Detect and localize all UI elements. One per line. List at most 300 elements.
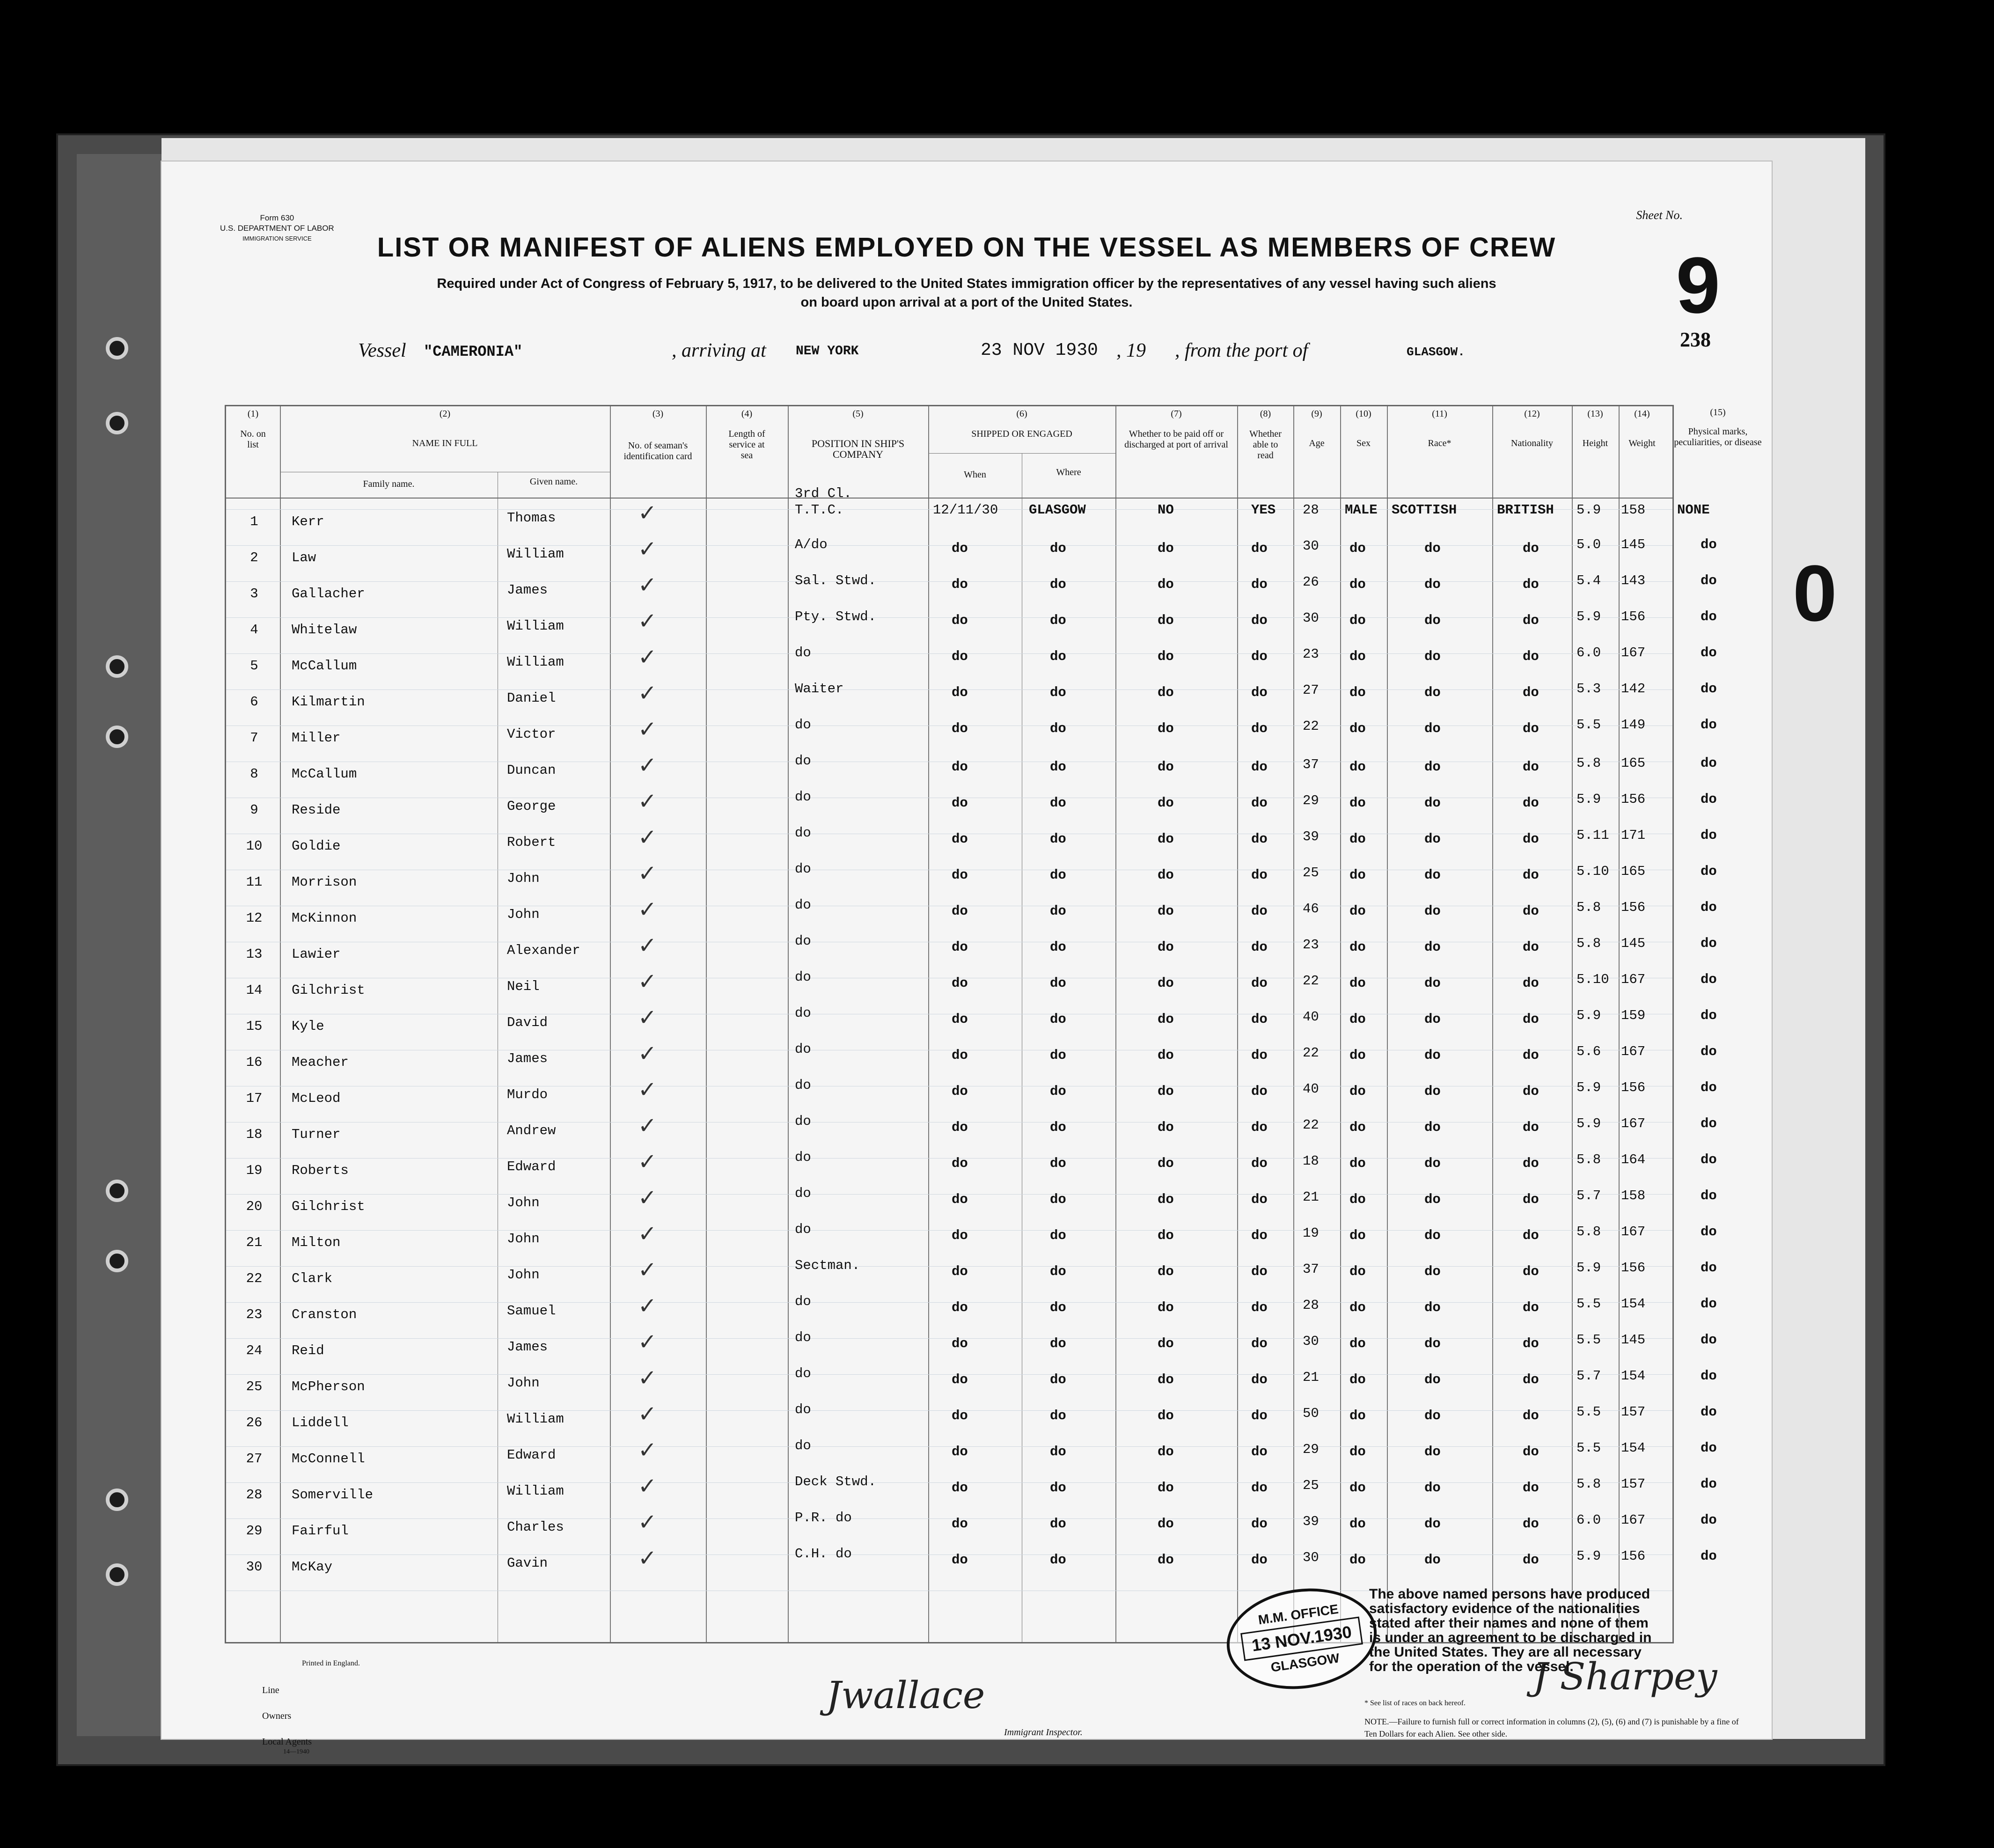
shipped-where: do [1050,1444,1066,1459]
shipped-when: do [952,975,968,991]
sex: do [1349,975,1366,991]
age: 40 [1303,1009,1319,1025]
shipped-where: do [1050,1228,1066,1243]
paid-off: do [1158,903,1174,919]
check-mark-icon: ✓ [638,788,657,814]
col-8-number: (8) [1260,409,1271,419]
physical-marks: do [1701,1368,1717,1384]
race: do [1424,1552,1441,1568]
check-mark-icon: ✓ [638,1077,657,1103]
nationality: do [1523,1156,1539,1171]
paid-off: do [1158,939,1174,955]
paid-off: do [1158,1408,1174,1423]
shipped-when: do [952,1264,968,1279]
col-2-number: (2) [439,409,451,419]
paid-off: do [1158,1228,1174,1243]
shipped-when: do [952,867,968,883]
age: 21 [1303,1370,1319,1385]
shipped-when: do [952,1516,968,1532]
certification-line: stated after their names and none of them [1369,1615,1649,1631]
given-name: Gavin [507,1555,548,1571]
col-11-number: (11) [1432,409,1447,419]
able-to-read: do [1251,1444,1268,1459]
family-name: McCallum [292,658,357,674]
stamp-top-text: M.M. OFFICE [1257,1601,1340,1628]
able-to-read: do [1251,721,1268,736]
physical-marks: do [1701,1152,1717,1167]
row-number: 8 [250,766,258,782]
position: do [795,1041,811,1057]
shipped-when: do [952,1444,968,1459]
weight: 149 [1621,717,1646,733]
able-to-read: do [1251,1336,1268,1351]
check-mark-icon: ✓ [638,932,657,959]
sex: MALE [1345,502,1378,518]
shipped-when: do [952,1192,968,1207]
position: do [795,1222,811,1237]
nationality: do [1523,1264,1539,1279]
physical-marks: do [1701,537,1717,552]
age: 39 [1303,1514,1319,1529]
position: do [795,717,811,733]
shipped-when: do [952,1120,968,1135]
paid-off: do [1158,1444,1174,1459]
physical-marks: do [1701,645,1717,660]
shipped-when: do [952,721,968,736]
row-number: 5 [250,658,258,674]
race: do [1424,649,1441,664]
race: do [1424,1084,1441,1099]
shipped-where: do [1050,613,1066,628]
weight: 164 [1621,1152,1646,1167]
page-number: 238 [1680,328,1711,351]
physical-marks: do [1701,755,1717,771]
sex: do [1349,1012,1366,1027]
sex: do [1349,541,1366,556]
position: Sectman. [795,1258,860,1273]
physical-marks: do [1701,936,1717,951]
paid-off: NO [1158,502,1174,518]
able-to-read: do [1251,1228,1268,1243]
weight: 142 [1621,681,1646,697]
age: 46 [1303,901,1319,917]
sex: do [1349,903,1366,919]
col-13-number: (13) [1587,409,1603,419]
position: do [795,1294,811,1309]
sex: do [1349,1480,1366,1496]
able-to-read: do [1251,867,1268,883]
master-signature: J Sharpey [1533,1655,1717,1698]
able-to-read: do [1251,1012,1268,1027]
paid-off: do [1158,1084,1174,1099]
family-name: Gilchrist [292,983,365,998]
sex: do [1349,577,1366,592]
weight: 159 [1621,1008,1646,1023]
shipped-when: do [952,577,968,592]
age: 30 [1303,1334,1319,1349]
nationality: do [1523,1228,1539,1243]
position: Deck Stwd. [795,1474,877,1489]
departure-port: GLASGOW. [1407,345,1465,359]
weight: 165 [1621,864,1646,879]
height: 5.3 [1576,681,1601,697]
height: 5.0 [1576,537,1601,552]
shipped-when: do [952,541,968,556]
subtitle-line-2: on board upon arrival at a port of the United States. [800,295,1133,310]
position: do [795,645,811,660]
age: 21 [1303,1189,1319,1205]
shipped-when: do [952,1408,968,1423]
nationality: do [1523,1336,1539,1351]
height: 5.9 [1576,792,1601,807]
vessel-label: Vessel [358,340,406,361]
shipped-when: do [952,1336,968,1351]
race: do [1424,541,1441,556]
age: 29 [1303,1442,1319,1457]
arrival-port: NEW YORK [796,344,859,359]
paid-off: do [1158,1012,1174,1027]
sex: do [1349,1228,1366,1243]
given-name: Andrew [507,1123,556,1138]
height: 5.7 [1576,1188,1601,1203]
able-to-read: do [1251,1120,1268,1135]
col-9-number: (9) [1311,409,1322,419]
height: 5.9 [1576,1116,1601,1131]
nationality: do [1523,1300,1539,1315]
position: do [795,861,811,877]
height: 5.8 [1576,1152,1601,1167]
physical-marks: do [1701,609,1717,624]
row-number: 24 [246,1343,263,1358]
race: do [1424,1192,1441,1207]
position: do [795,933,811,949]
inspector-signature: Jwallace [826,1673,985,1717]
nationality: do [1523,1444,1539,1459]
able-to-read: do [1251,1408,1268,1423]
line-label: Line [262,1685,279,1695]
weight: 154 [1621,1440,1646,1456]
height: 5.11 [1576,828,1609,843]
service-name: IMMIGRATION SERVICE [242,235,312,242]
certification-line: is under an agreement to be discharged in [1369,1630,1652,1645]
nationality: do [1523,1372,1539,1387]
paid-off: do [1158,1480,1174,1496]
weight: 145 [1621,537,1646,552]
height: 5.8 [1576,1476,1601,1492]
shipped-when: do [952,1228,968,1243]
given-name: David [507,1015,548,1030]
able-to-read: do [1251,649,1268,664]
height: 5.9 [1576,502,1601,518]
sheet-number: 9 [1676,241,1720,330]
shipped-where: do [1050,831,1066,847]
height: 5.10 [1576,972,1609,987]
given-name: James [507,1339,548,1355]
physical-marks: do [1701,1224,1717,1239]
age: 40 [1303,1081,1319,1097]
age: 26 [1303,574,1319,590]
manifest-sheet [161,161,1772,1755]
sex: do [1349,1408,1366,1423]
shipped-where: do [1050,759,1066,775]
col-11-label: Race* [1428,438,1452,448]
check-mark-icon: ✓ [638,608,657,634]
col-3-label: No. of seaman's identification card [623,440,692,462]
family-name: Reid [292,1343,324,1358]
shipped-when: do [952,1300,968,1315]
height: 5.9 [1576,1008,1601,1023]
able-to-read: do [1251,1552,1268,1568]
paid-off: do [1158,867,1174,883]
sex: do [1349,759,1366,775]
check-mark-icon: ✓ [638,1509,657,1535]
age: 30 [1303,1550,1319,1565]
row-number: 21 [246,1235,263,1250]
able-to-read: do [1251,759,1268,775]
sex: do [1349,795,1366,811]
row-number: 18 [246,1127,263,1142]
shipped-when: do [952,685,968,700]
age: 19 [1303,1225,1319,1241]
sheet-no-label: Sheet No. [1636,208,1683,222]
shipped-where: do [1050,795,1066,811]
position: do [795,969,811,985]
paid-off: do [1158,975,1174,991]
physical-marks: do [1701,972,1717,987]
certification-line: satisfactory evidence of the nationalities [1369,1601,1640,1616]
department-name: U.S. DEPARTMENT OF LABOR [220,224,334,233]
family-name: McConnell [292,1451,365,1467]
race: do [1424,1264,1441,1279]
sex: do [1349,1084,1366,1099]
from-port-label: , from the port of [1175,340,1308,361]
check-mark-icon: ✓ [638,644,657,670]
given-name: William [507,654,564,670]
age: 37 [1303,1261,1319,1277]
race: do [1424,1012,1441,1027]
age: 25 [1303,865,1319,880]
page-title: LIST OR MANIFEST OF ALIENS EMPLOYED ON THE VESSEL AS MEMBERS OF CREW [377,232,1556,263]
local-agents-label: Local Agents [262,1737,312,1747]
age: 39 [1303,829,1319,844]
given-name: William [507,546,564,562]
paid-off: do [1158,1192,1174,1207]
shipped-when: do [952,1552,968,1568]
row-number: 10 [246,838,263,854]
col-12-label: Nationality [1511,438,1553,448]
nationality: do [1523,831,1539,847]
row-number: 1 [250,514,258,529]
paid-off: do [1158,649,1174,664]
given-name: John [507,1375,540,1391]
shipped-where: do [1050,867,1066,883]
family-name: Turner [292,1127,341,1142]
race: do [1424,1048,1441,1063]
row-number: 4 [250,622,258,638]
given-name: John [507,871,540,886]
row-number: 26 [246,1415,263,1430]
check-mark-icon: ✓ [638,1293,657,1319]
binding-hole [106,726,128,748]
race: SCOTTISH [1392,502,1457,518]
height: 5.4 [1576,573,1601,588]
nationality: do [1523,1120,1539,1135]
race: do [1424,867,1441,883]
paid-off: do [1158,1552,1174,1568]
able-to-read: do [1251,1048,1268,1063]
race: do [1424,1408,1441,1423]
weight: 167 [1621,972,1646,987]
family-name: Whitelaw [292,622,357,638]
given-name: Murdo [507,1087,548,1102]
physical-marks: do [1701,792,1717,807]
family-name: Meacher [292,1055,349,1070]
sex: do [1349,1300,1366,1315]
sex: do [1349,613,1366,628]
given-name: John [507,1195,540,1210]
sex: do [1349,685,1366,700]
race: do [1424,831,1441,847]
shipped-when: do [952,613,968,628]
able-to-read: do [1251,1264,1268,1279]
shipped-where: do [1050,541,1066,556]
given-name: Alexander [507,943,580,958]
certification-line: for the operation of the vessel. [1369,1659,1574,1674]
age: 27 [1303,682,1319,698]
family-name: Gilchrist [292,1199,365,1214]
col-4-label: Length of service at sea [728,429,765,461]
weight: 145 [1621,1332,1646,1348]
able-to-read: do [1251,795,1268,811]
weight: 165 [1621,755,1646,771]
position: do [795,1150,811,1165]
col-14-label: Weight [1628,438,1656,448]
col-2-label: NAME IN FULL [412,438,478,448]
binding-hole [106,1180,128,1202]
row-number: 16 [246,1055,263,1070]
col-7-label: Whether to be paid off or discharged at port of arrival [1124,429,1228,450]
col-14-number: (14) [1634,409,1650,419]
vessel-name: "CAMERONIA" [424,343,523,360]
col-9-label: Age [1309,438,1325,448]
height: 5.9 [1576,1260,1601,1276]
given-name: William [507,1483,564,1499]
age: 28 [1303,502,1319,518]
race: do [1424,613,1441,628]
row-number: 15 [246,1019,263,1034]
physical-marks: do [1701,1296,1717,1312]
position: do [795,1330,811,1345]
sex: do [1349,1156,1366,1171]
check-mark-icon: ✓ [638,1221,657,1247]
height: 5.9 [1576,609,1601,624]
nationality: do [1523,1048,1539,1063]
able-to-read: do [1251,1372,1268,1387]
shipped-where: do [1050,1084,1066,1099]
binding-hole [106,1250,128,1272]
family-name: McKinnon [292,910,357,926]
check-mark-icon: ✓ [638,1257,657,1283]
nationality: do [1523,939,1539,955]
age: 23 [1303,646,1319,662]
position: A/do [795,537,828,552]
col-5-label: POSITION IN SHIP'S COMPANY [811,438,905,460]
position: Sal. Stwd. [795,573,877,588]
col-4-number: (4) [741,409,753,419]
age: 22 [1303,1117,1319,1133]
col-6-number: (6) [1016,409,1027,419]
height: 5.8 [1576,755,1601,771]
family-name: Somerville [292,1487,374,1503]
position: C.H. do [795,1546,852,1562]
able-to-read: do [1251,1300,1268,1315]
given-name: George [507,799,556,814]
row-number: 12 [246,910,263,926]
family-name: McCallum [292,766,357,782]
nationality: do [1523,1012,1539,1027]
physical-marks: do [1701,1116,1717,1131]
height: 5.9 [1576,1548,1601,1564]
physical-marks: do [1701,1440,1717,1456]
shipped-where: do [1050,1120,1066,1135]
form-number: Form 630 [260,213,294,222]
row-number: 30 [246,1559,263,1575]
race: do [1424,1300,1441,1315]
given-name: Thomas [507,510,556,526]
physical-marks: do [1701,1332,1717,1348]
paid-off: do [1158,1048,1174,1063]
age: 50 [1303,1406,1319,1421]
position: do [795,1402,811,1417]
shipped-where: do [1050,1552,1066,1568]
race: do [1424,903,1441,919]
physical-marks: do [1701,1548,1717,1564]
paid-off: do [1158,1264,1174,1279]
stamp-date: 13 NOV.1930 [1240,1616,1364,1661]
weight: 156 [1621,1080,1646,1095]
given-name: Neil [507,979,540,994]
shipped-where: do [1050,685,1066,700]
subtitle-line-1: Required under Act of Congress of February 5, 1917, to be delivered to the United States immigration officer by the representatives of any vessel having such aliens [437,276,1496,291]
physical-marks: do [1701,1188,1717,1203]
weight: 157 [1621,1404,1646,1420]
col-12-number: (12) [1524,409,1540,419]
sex: do [1349,1048,1366,1063]
family-name: McPherson [292,1379,365,1394]
family-name: Liddell [292,1415,349,1430]
shipped-where: do [1050,939,1066,955]
check-mark-icon: ✓ [638,1185,657,1211]
nationality: do [1523,1480,1539,1496]
race: do [1424,1372,1441,1387]
shipped-where: do [1050,1408,1066,1423]
row-number: 22 [246,1271,263,1286]
race: do [1424,759,1441,775]
sex: do [1349,1516,1366,1532]
physical-marks: do [1701,717,1717,733]
nationality: BRITISH [1497,502,1554,518]
col-6-when-label: When [964,469,986,480]
check-mark-icon: ✓ [638,1365,657,1391]
binding-hole [106,337,128,359]
col-8-label: Whether able to read [1249,429,1282,461]
able-to-read: do [1251,577,1268,592]
check-mark-icon: ✓ [638,680,657,706]
paid-off: do [1158,1120,1174,1135]
family-name: Cranston [292,1307,357,1322]
position: do [795,753,811,769]
paid-off: do [1158,577,1174,592]
